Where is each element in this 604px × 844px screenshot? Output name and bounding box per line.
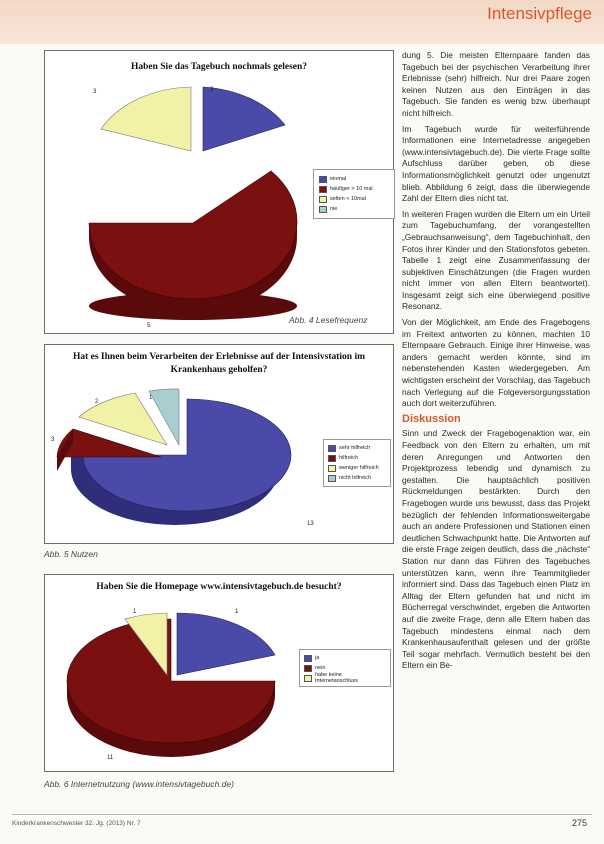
footer-divider [12,814,592,815]
label-ja: 1 [235,609,239,615]
legend-item: selten < 10mal [319,194,389,204]
legend-item: ja [304,653,386,663]
legend [313,169,395,219]
legend-item: sehr hilfreich [328,443,386,453]
label-weniger: 2 [95,399,99,405]
body-text-column [402,50,590,676]
section-heading: Diskussion [402,412,461,425]
label-nicht: 1 [149,395,153,401]
slice-selten [101,87,191,151]
label-selten: 3 [93,89,97,95]
figure-caption: Abb. 5 Nutzen [44,549,98,559]
legend-item: häufiger > 10 mal [319,184,389,194]
legend-item: habe keine Internetanschluss [304,673,386,683]
label-hilfreich: 3 [51,437,55,443]
figure-5-chart [44,344,394,544]
paragraph: Von der Möglichkeit, am Ende des Fragebogens im Freitext antworten zu können, machten 10 Elternpaare Gebrauch. Einige ihrer Hinweise, was anders gemacht werden könnte, sind im nebenstehenden Kasten wiedergegeben. Am wichtigsten erscheint der Vorschlag, das Tagebuch nach Verlegung auf die Folgeversorgungsstation auch dort weiterzuführen. [402,317,590,409]
legend [323,439,391,487]
slice-ja [177,613,275,675]
legend-item: weniger hilfreich [328,463,386,473]
journal-footer: Kinderkrankenschwester 32. Jg. (2013) Nr. 7 [12,820,141,827]
legend-item: einmal [319,174,389,184]
figure-6-chart [44,574,394,772]
paragraph: Sinn und Zweck der Fragebogenaktion war, ein Feedback von den Eltern zu erhalten, um mit deren Anregungen und Antworten den Projektprozess lebendig und dynamisch zu gestalten. Die hauptsächlich positiven Rückmeldungen bestärkten. Durch den Fragebogen wurde uns bewusst, dass das Projekt bezüglich der fehlenden Informationsweitergabe auch an andere Professionen und Stationen einen deutlichen Schwachpunkt hatte. Die Antworten auf die erste Frage zeigen deutlich, dass die „nächste“ Station nur dann das Führen des Tagebuches unterstützen kann, wenn ihre Teammitglieder informiert sind. Dass das Tagebuch einen Platz im Alltag der Eltern gefunden hat und nicht im Bücherregal verschwindet, ergeben die Antworten auf die zweite Frage, denn alle Eltern haben das Tagebuch mindestens einmal nach dem Krankenhausaufenthalt gelesen und der größte Teil sogar mehrfach. Vermutlich besteht bei den Eltern ein Be- [402,428,590,671]
legend [299,649,391,687]
page-number: 275 [572,818,588,828]
paragraph: Im Tagebuch wurde für weiterführende Informationen eine Internetadresse angegeben (www.intensivtagebuch.de). Die vierte Frage sollte Aufschluss darüber geben, ob diese Informationsmöglichkeit genutzt oder ungenutzt blieb. Abbildung 6 zeigt, dass die überwiegende Zahl der Eltern dies nicht tat. [402,123,590,204]
label-einmal: 3 [210,87,214,93]
section-title: Intensivpflege [487,4,592,23]
chart-title: Haben Sie das Tagebuch nochmals gelesen? [130,62,308,72]
legend-item: hilfreich [328,453,386,463]
paragraph: In weiteren Fragen wurden die Eltern um ein Urteil zum Tagebuchumfang, der vorangestellten „Gebrauchsanweisung“, dem Tagebuchinhalt, den Fotos ihrer Kinder und den Stationsfotos gebeten. Tabelle 1 zeigt eine Zusammenfassung der subjektiven Einschätzungen (die Fragen wurden nicht immer von allen Eltern beantwortet). Insgesamt zeigt sich eine überwiegend positive Resonanz. [402,208,590,312]
paragraph: dung 5. Die meisten Elternpaare fanden das Tagebuch bei der psychischen Verarbeitung ihrer Erlebnisse (sehr) hilfreich. Nur drei Paare zogen keinen Nutzen aus den Einträgen in das Tagebuch. Sie fanden es wenig bzw. überhaupt nicht hilfreich. [402,50,590,118]
label-nein: 11 [107,755,114,761]
label-haeufiger: 5 [147,323,151,329]
slice-einmal [203,87,285,151]
legend-item: nicht hilfreich [328,473,386,483]
legend-item: nie [319,204,389,214]
chart-title: Haben Sie die Homepage www.intensivtagebuch.de besucht? [96,582,342,592]
label-sehr: 13 [307,521,314,527]
figure-4-chart [44,50,394,334]
header-band [0,0,604,44]
chart-title: Hat es Ihnen beim Verarbeiten der Erlebnisse auf der Intensivstation im Krankenhaus geholfen? [72,352,366,375]
figure-caption: Abb. 4 Lesefrequenz [289,315,368,325]
legend-item: nein [304,663,386,673]
figure-caption: Abb. 6 Internetnutzung (www.intensivtagebuch.de) [44,779,234,789]
label-keine: 1 [133,609,137,615]
